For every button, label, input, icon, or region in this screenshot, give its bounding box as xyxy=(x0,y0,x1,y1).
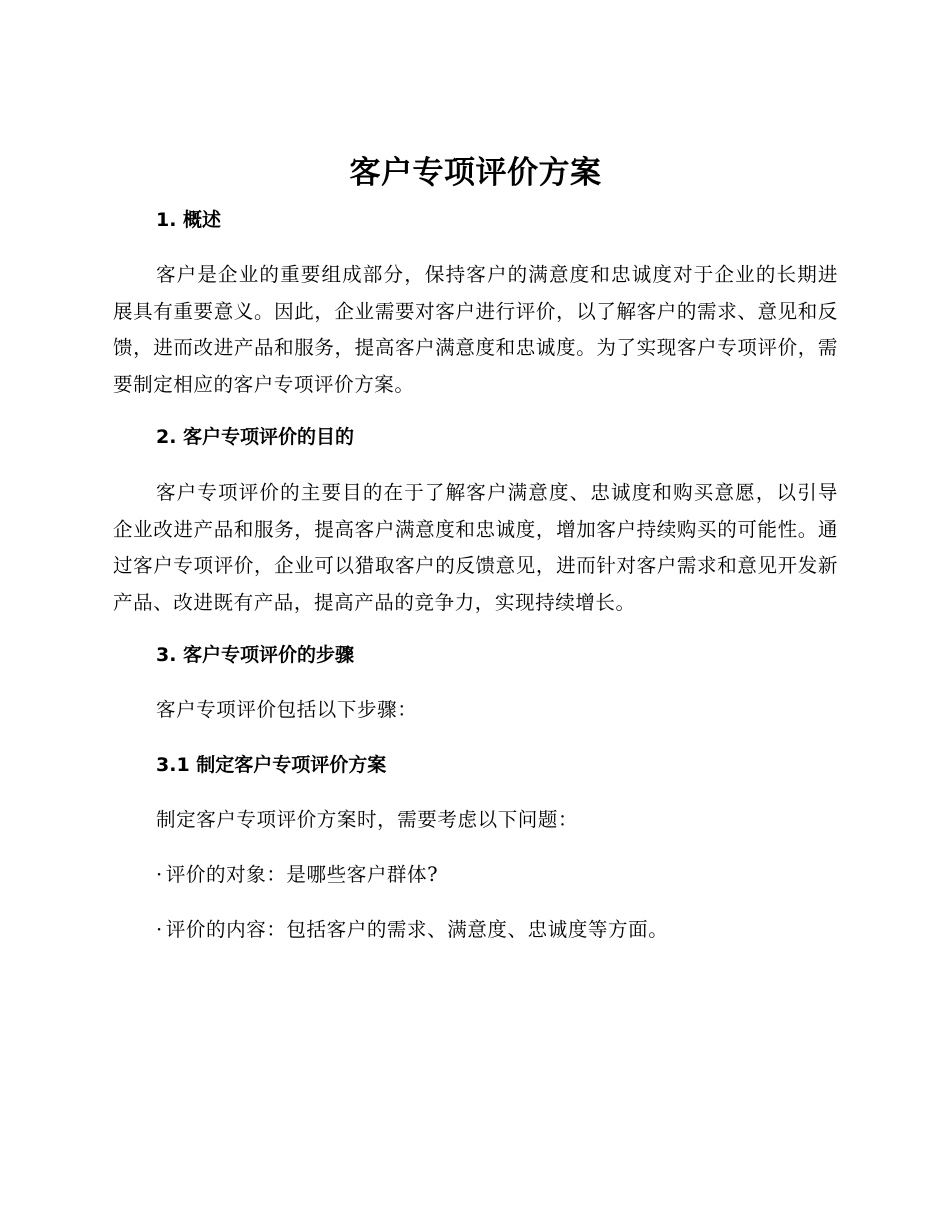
bullet-item xyxy=(113,861,838,889)
section-paragraph-plan: 制定客户专项评价方案时，需要考虑以下问题： xyxy=(156,808,579,831)
bullet-marker: · xyxy=(156,918,163,941)
section-heading-purpose: 2. 客户专项评价的目的 xyxy=(156,426,355,448)
bullet-marker: · xyxy=(156,863,163,886)
bullet-text: 评价的对象：是哪些客户群体? xyxy=(165,863,439,886)
section-heading-plan: 3.1 制定客户专项评价方案 xyxy=(156,754,387,776)
bullet-text: 评价的内容：包括客户的需求、满意度、忠诚度等方面。 xyxy=(165,918,669,941)
section-heading-overview: 1. 概述 xyxy=(156,209,222,231)
section-paragraph-steps: 客户专项评价包括以下步骤： xyxy=(156,698,418,721)
section-paragraph-overview: 客户是企业的重要组成部分，保持客户的满意度和忠诚度对于企业的长期进展具有重要意义。因此，企业需要对客户进行评价，以了解客户的需求、意见和反馈，进而改进产品和服务，提高客户满意度和忠诚度。为了实现客户专项评价，需要制定相应的客户专项评价方案。 xyxy=(113,263,838,396)
section-paragraph-purpose: 客户专项评价的主要目的在于了解客户满意度、忠诚度和购买意愿，以引导企业改进产品和服务，提高客户满意度和忠诚度，增加客户持续购买的可能性。通过客户专项评价，企业可以猎取客户的反馈意见，进而针对客户需求和意见开发新产品、改进既有产品，提高产品的竞争力，实现持续增长。 xyxy=(113,481,838,614)
document-title: 客户专项评价方案 xyxy=(349,155,602,191)
bullet-item xyxy=(113,916,838,944)
section-heading-steps: 3. 客户专项评价的步骤 xyxy=(156,644,355,666)
